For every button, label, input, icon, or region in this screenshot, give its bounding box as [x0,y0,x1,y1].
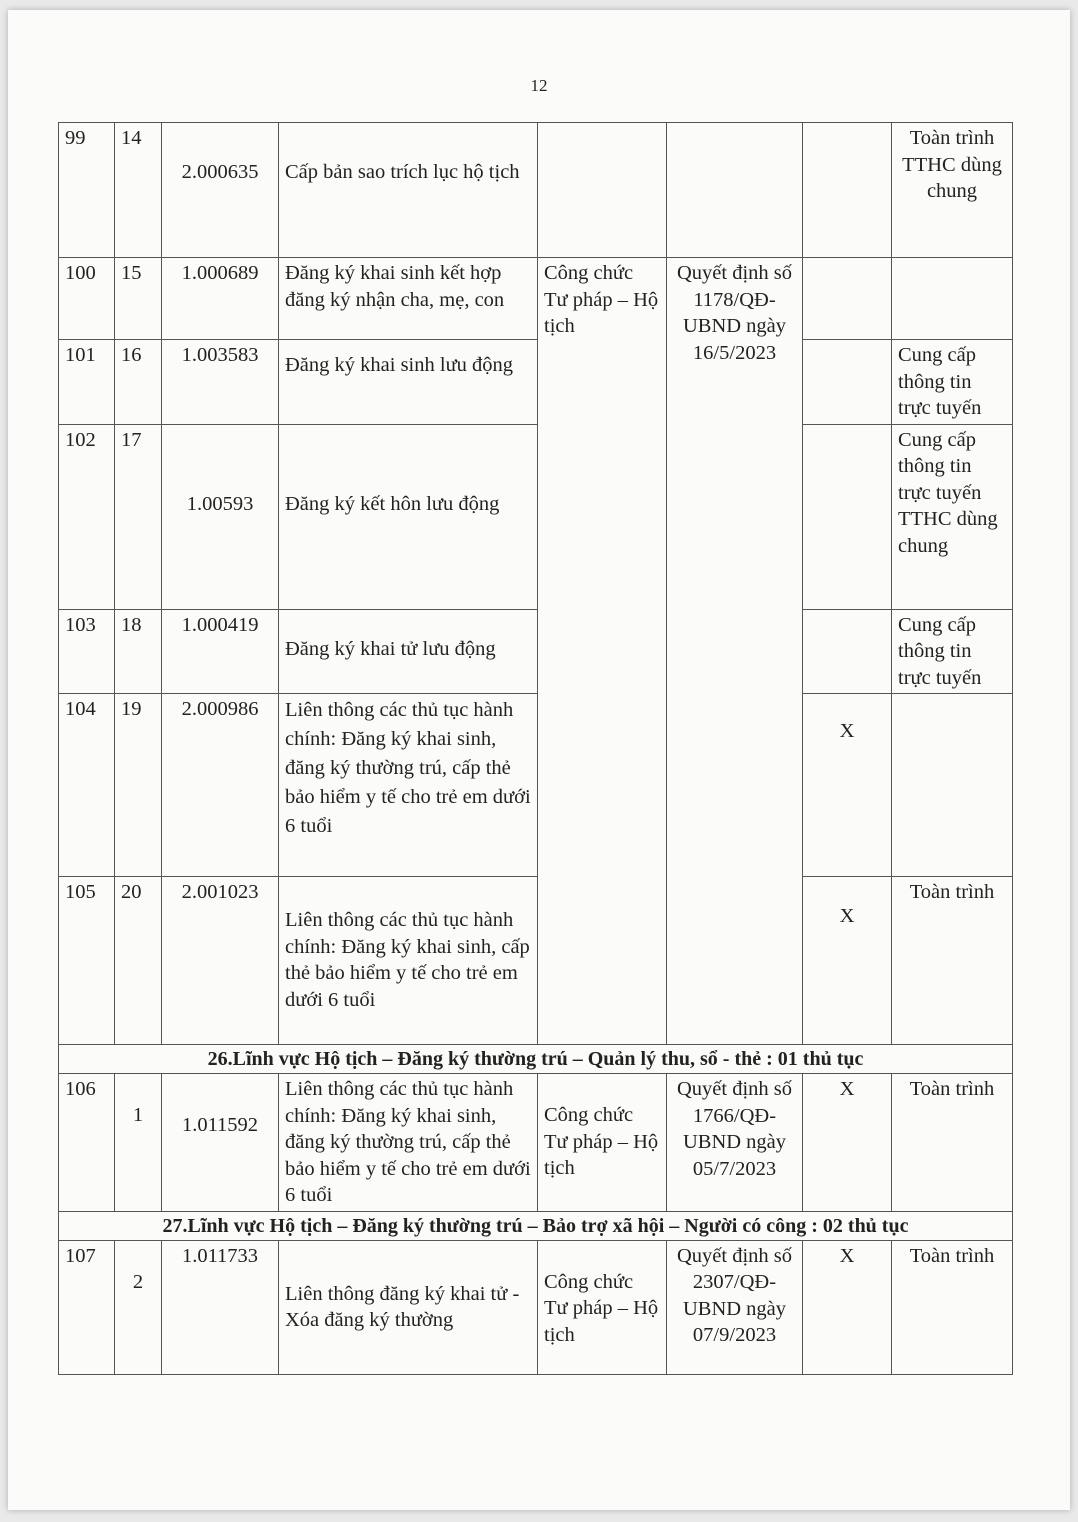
note-cell [892,258,1013,340]
row-sub-index: 14 [115,123,162,258]
procedure-code: 1.003583 [162,340,279,425]
mark-cell [803,123,892,258]
table-row [59,123,1013,258]
decision-cell: Quyết định số 1178/QĐ-UBND ngày 16/5/2023 [667,258,803,1045]
table-row [59,1240,1013,1374]
note-cell: Toàn trình [892,1074,1013,1212]
row-sub-index: 18 [115,609,162,694]
procedure-name: Đăng ký khai tử lưu động [279,609,538,694]
procedure-name: Đăng ký kết hôn lưu động [279,424,538,609]
row-index: 106 [59,1074,115,1212]
note-cell: Cung cấp thông tin trực tuyến TTHC dùng chung [892,424,1013,609]
note-cell: Toàn trình [892,877,1013,1045]
note-cell: Toàn trình [892,1240,1013,1374]
procedure-code: 2.000986 [162,694,279,877]
row-sub-index: 20 [115,877,162,1045]
mark-cell [803,609,892,694]
mark-cell [803,258,892,340]
row-sub-index: 19 [115,694,162,877]
row-index: 100 [59,258,115,340]
row-sub-index: 16 [115,340,162,425]
procedure-code: 2.001023 [162,877,279,1045]
procedure-code: 2.000635 [162,123,279,258]
row-sub-index: 17 [115,424,162,609]
decision-cell: Quyết định số 1766/QĐ-UBND ngày 05/7/2023 [667,1074,803,1212]
mark-cell: X [803,877,892,1045]
row-index: 104 [59,694,115,877]
section-header-row [59,1045,1013,1074]
procedure-name: Liên thông đăng ký khai tử - Xóa đăng ký thường [279,1240,538,1374]
table-row [59,1074,1013,1212]
mark-cell: X [803,694,892,877]
agency-cell: Công chức Tư pháp – Hộ tịch [538,258,667,1045]
note-cell [892,694,1013,877]
procedure-name: Liên thông các thủ tục hành chính: Đăng ký khai sinh, đăng ký thường trú, cấp thẻ bảo hiểm y tế cho trẻ em dưới 6 tuổi [279,1074,538,1212]
note-cell: Cung cấp thông tin trực tuyến [892,609,1013,694]
table-row [59,877,1013,1045]
row-index: 102 [59,424,115,609]
section-title-27: 27.Lĩnh vực Hộ tịch – Đăng ký thường trú – Bảo trợ xã hội – Người có công : 02 thủ tục [59,1211,1013,1240]
procedure-name: Đăng ký khai sinh kết hợp đăng ký nhận cha, mẹ, con [279,258,538,340]
table-row [59,340,1013,425]
table-row [59,609,1013,694]
row-sub-index: 15 [115,258,162,340]
mark-cell [803,424,892,609]
mark-cell [803,340,892,425]
procedure-code: 1.011733 [162,1240,279,1374]
decision-cell: Quyết định số 2307/QĐ-UBND ngày 07/9/2023 [667,1240,803,1374]
row-index: 107 [59,1240,115,1374]
decision-cell [667,123,803,258]
procedure-code: 1.000689 [162,258,279,340]
table-row [59,424,1013,609]
mark-cell: X [803,1074,892,1212]
section-title-26: 26.Lĩnh vực Hộ tịch – Đăng ký thường trú – Quản lý thu, sổ - thẻ : 01 thủ tục [59,1045,1013,1074]
procedure-name: Liên thông các thủ tục hành chính: Đăng ký khai sinh, cấp thẻ bảo hiểm y tế cho trẻ em dưới 6 tuổi [279,877,538,1045]
procedure-name: Cấp bản sao trích lục hộ tịch [279,123,538,258]
row-sub-index: 1 [115,1074,162,1212]
note-cell: Cung cấp thông tin trực tuyến [892,340,1013,425]
page-number: 12 [530,76,548,95]
procedure-name: Liên thông các thủ tục hành chính: Đăng ký khai sinh, đăng ký thường trú, cấp thẻ bảo hiểm y tế cho trẻ em dưới 6 tuổi [279,694,538,877]
procedure-code: 1.011592 [162,1074,279,1212]
table-row [59,258,1013,340]
row-index: 103 [59,609,115,694]
agency-cell: Công chức Tư pháp – Hộ tịch [538,1240,667,1374]
table-row [59,694,1013,877]
row-index: 99 [59,123,115,258]
row-index: 101 [59,340,115,425]
mark-cell: X [803,1240,892,1374]
row-sub-index: 2 [115,1240,162,1374]
procedure-table [58,122,1013,1375]
note-cell: Toàn trình TTHC dùng chung [892,123,1013,258]
section-header-row [59,1211,1013,1240]
agency-cell [538,123,667,258]
row-index: 105 [59,877,115,1045]
procedure-name: Đăng ký khai sinh lưu động [279,340,538,425]
agency-cell: Công chức Tư pháp – Hộ tịch [538,1074,667,1212]
procedure-code: 1.00593 [162,424,279,609]
procedure-code: 1.000419 [162,609,279,694]
